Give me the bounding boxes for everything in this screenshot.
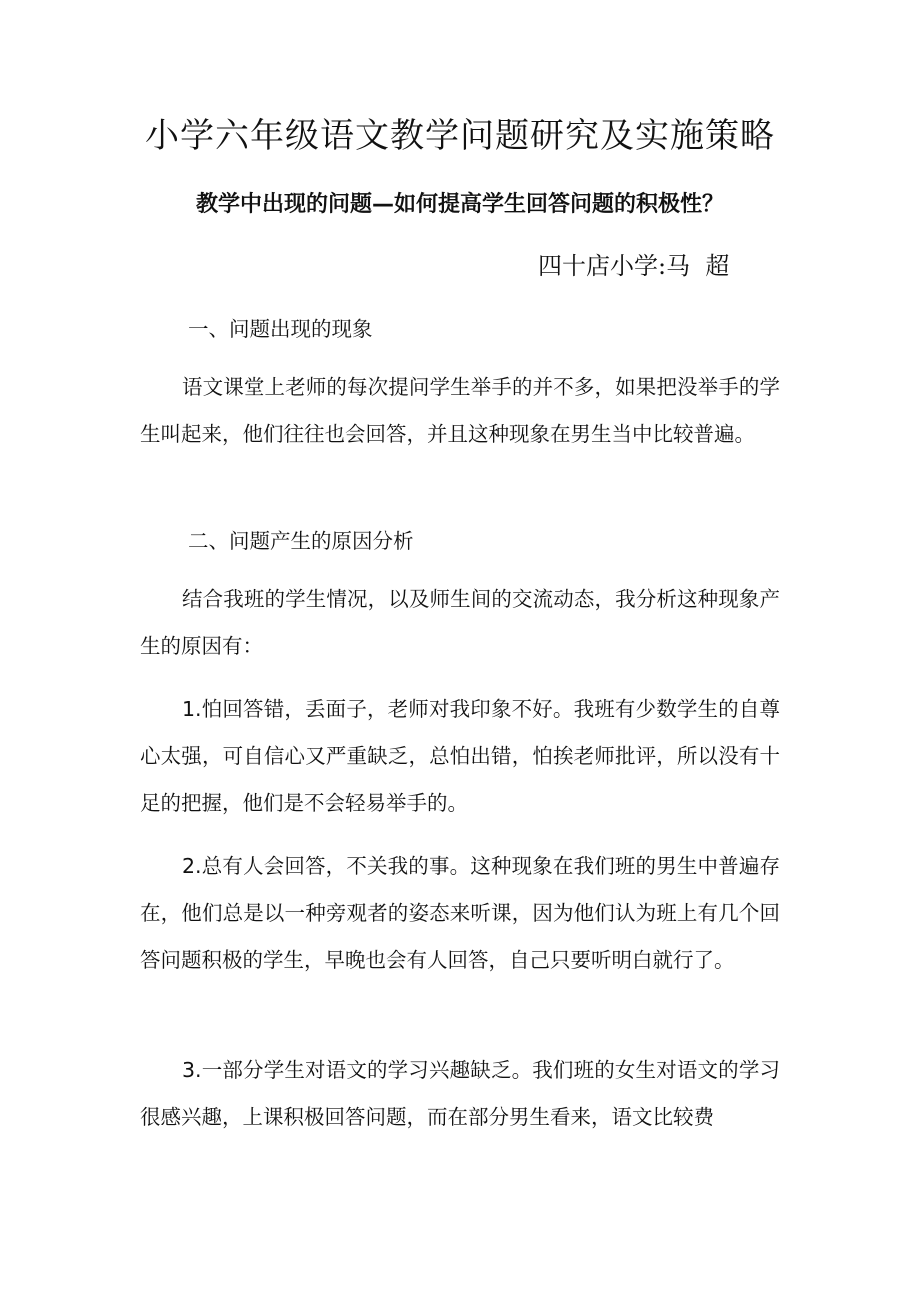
reason-item-1 <box>140 686 780 827</box>
reason-item-2 <box>140 843 780 984</box>
reason-text-1: 怕回答错，丢面子，老师对我印象不好。我班有少数学生的自尊心太强，可自信心又严重缺乏，总怕出错，怕挨老师批评，所以没有十足的把握，他们是不会轻易举手的。 <box>140 697 780 815</box>
reason-number-3: 3. <box>182 1058 202 1082</box>
reason-item-3 <box>140 1047 780 1141</box>
reason-text-3: 一部分学生对语文的学习兴趣缺乏。我们班的女生对语文的学习很感兴趣，上课积极回答问题，而在部分男生看来，语文比较费 <box>140 1058 780 1129</box>
reason-number-2: 2. <box>182 854 202 878</box>
paragraph-cause-intro: 结合我班的学生情况，以及师生间的交流动态，我分析这种现象产生的原因有： <box>140 587 780 658</box>
section-heading-phenomenon: 一、问题出现的现象 <box>188 317 373 341</box>
reason-text-2: 总有人会回答，不关我的事。这种现象在我们班的男生中普遍存在，他们总是以一种旁观者的姿态来听课，因为他们认为班上有几个回答问题积极的学生，早晚也会有人回答，自己只要听明白就行了。 <box>140 854 780 972</box>
paragraph-phenomenon: 语文课堂上老师的每次提问学生举手的并不多，如果把没举手的学生叫起来，他们往往也会回答，并且这种现象在男生当中比较普遍。 <box>140 375 780 446</box>
author-line: 四十店小学:马 超 <box>538 252 730 280</box>
section-heading-cause: 二、问题产生的原因分析 <box>188 529 414 553</box>
document-title: 小学六年级语文教学问题研究及实施策略 <box>145 116 775 156</box>
document-subtitle: 教学中出现的问题—如何提高学生回答问题的积极性？ <box>195 192 724 217</box>
reason-number-1: 1. <box>182 697 202 721</box>
